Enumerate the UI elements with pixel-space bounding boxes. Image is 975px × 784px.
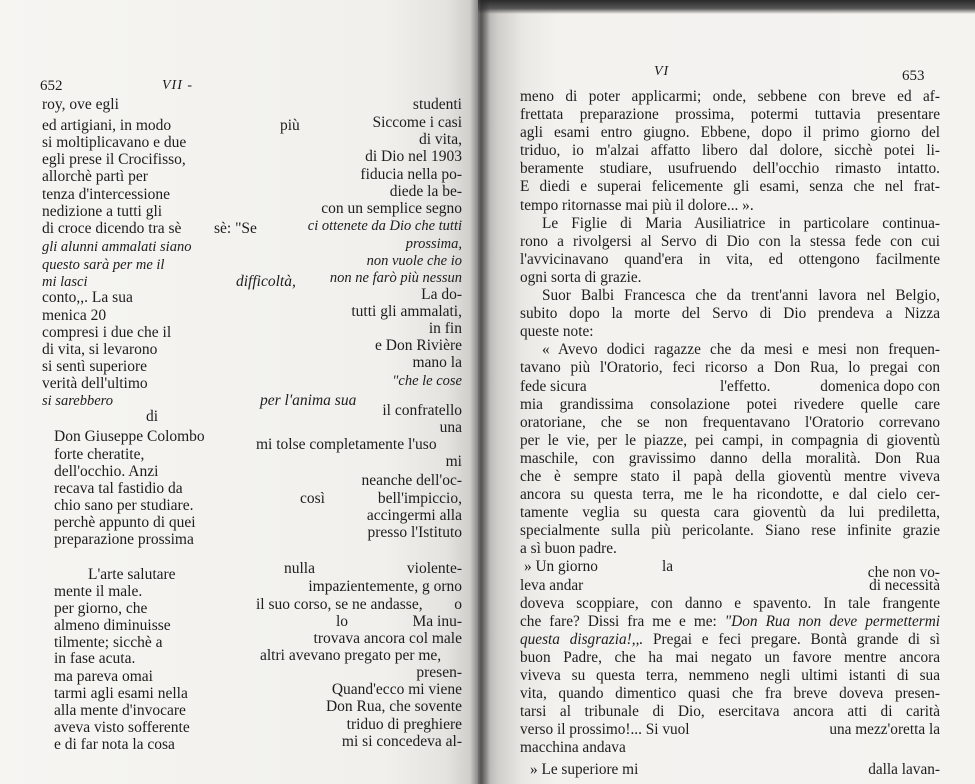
text-line: doveva scoppiare, con danno e spavento. In tale frangente <box>520 594 940 612</box>
text-line: trovava ancora col male <box>313 630 462 647</box>
text-line: E diedi e superai felicemente gli esami, senza che nel frat- <box>520 178 940 196</box>
text-line: La do- <box>421 286 462 303</box>
text-line: presen- <box>416 664 462 681</box>
text-line: mia grandissima consolazione potei rivedere quelle care <box>520 395 940 413</box>
text-line: alla mente d'invocare <box>54 702 186 719</box>
text-line: almeno diminuisse <box>54 617 171 634</box>
text-line: L'arte salutare <box>88 566 176 583</box>
text-line: egli prese il Crocifisso, <box>42 151 186 168</box>
text-fragment: leva andar <box>520 576 584 594</box>
text-line: gli alunni ammalati siano <box>42 239 192 255</box>
text-fragment: che non vo- <box>867 564 940 582</box>
text-line: ogni sorta di grazie. <box>520 268 642 286</box>
text-line: allorchè partì per <box>42 168 148 185</box>
text-line: lo <box>336 613 349 630</box>
text-line: di vita, si levarono <box>42 341 158 358</box>
text-line: mi si concedeva al- <box>341 733 462 750</box>
text-line: queste note: <box>520 323 594 341</box>
text-line: questo sarà per me il <box>42 257 165 273</box>
text-line: e Don Rivière <box>375 337 462 354</box>
text-line: rono a rivolgersi al Servo di Dio con la stessa fede con cui <box>520 232 940 250</box>
text-line: conto,,. La sua <box>42 289 133 306</box>
text-line: di vita, <box>418 131 462 148</box>
text-line: così <box>300 490 325 507</box>
text-fragment: questa disgrazia!,,. <box>520 630 644 648</box>
text-line: buon Padre, che ha mai negato un favore mentre ancora <box>520 648 940 666</box>
text-line: « Avevo dodici ragazze che da mesi e mesi non frequen- <box>542 341 940 359</box>
text-fragment: Pregai e feci pregare. Bontà grande di sì <box>643 630 940 648</box>
text-line: maschile, con gravissimo danno della moralità. Don Rua <box>520 449 940 467</box>
text-line: vita, quando dimentico quasi che fra breve doveva presen- <box>520 685 940 703</box>
text-line: in fase acuta. <box>54 650 136 667</box>
text-line: il confratello <box>382 402 462 419</box>
text-line: altri avevano pregato per me, <box>260 647 442 664</box>
text-line: di croce dicendo tra sè <box>42 220 182 237</box>
text-line: si sarebbero <box>42 393 114 409</box>
text-line: l'avvicinavano quand'era in vita, ed ottengono facilmente <box>520 250 940 268</box>
right-chapter-heading: VI <box>654 64 670 79</box>
text-line: menica 20 <box>42 307 107 324</box>
text-line: studenti <box>412 96 462 113</box>
text-line: prossima, <box>405 236 462 252</box>
text-line: a sì buon padre. <box>520 540 617 558</box>
text-line: mi <box>445 453 462 470</box>
text-line: violente- <box>406 560 462 577</box>
text-line: che è sempre stato il papà della gioventù mentre viveva <box>520 467 940 485</box>
text-line: Le Figlie di Maria Ausiliatrice in particolare continua- <box>542 214 940 232</box>
text-line: tilmente; sicchè a <box>54 634 163 651</box>
text-line: verità dell'ultimo <box>42 375 148 392</box>
text-line: sè: "Se <box>214 220 257 237</box>
text-line: per le vie, per le piazze, pei campi, in compagnia di gioventù <box>520 431 940 449</box>
text-line: roy, ove egli <box>42 96 119 113</box>
text-fragment: l'effetto. <box>720 377 771 395</box>
text-line: mente il male. <box>54 583 143 600</box>
text-line: per giorno, che <box>54 600 148 617</box>
text-line: perchè appunto di quei <box>54 514 196 531</box>
text-line: aveva visto sofferente <box>54 719 190 736</box>
text-line: viveva su questa terra, nemmeno negli ultimi istanti di sua <box>520 667 940 684</box>
text-line: Don Giuseppe Colombo <box>54 428 205 445</box>
text-fragment: verso il prossimo!... Si vuol <box>520 721 690 739</box>
text-line: ci ottenete da Dio che tutti <box>307 218 462 234</box>
text-line: tarsi al tribunale di Dio, esercitava ancora atti di carità <box>520 703 940 721</box>
text-line: "che le cose <box>392 373 462 389</box>
text-line: Quand'ecco mi viene <box>331 681 462 698</box>
text-fragment: fede sicura <box>520 377 587 395</box>
text-fragment: » Un giorno <box>524 558 598 576</box>
text-line: difficoltà, <box>236 273 296 290</box>
text-line: mano la <box>412 354 462 371</box>
text-fragment: domenica dopo con <box>820 377 940 395</box>
right-body-text <box>520 88 940 780</box>
text-line-fragmented <box>520 558 940 582</box>
text-line-mixed <box>520 613 940 631</box>
text-line: non vuole che io <box>366 253 462 269</box>
text-line: triduo, io m'alzai affatto libero dal dolore, sicchè potei li- <box>520 142 940 160</box>
text-line-fragmented <box>520 761 940 779</box>
text-line: agli esami entro giugno. Ebbene, dopo il primo giorno del <box>520 124 940 142</box>
text-line: beramente studiare, usufruendo dell'occhio rimasto intatto. <box>520 160 940 178</box>
text-fragment: di necessità <box>869 576 940 594</box>
left-chapter-heading: VII - <box>162 78 194 93</box>
text-line: nulla <box>284 560 315 577</box>
text-line: neanche dell'oc- <box>361 472 462 489</box>
text-line: compresi i due che il <box>42 324 172 341</box>
text-line-fragmented <box>520 577 940 595</box>
text-line: triduo di preghiere <box>346 716 462 733</box>
text-line: forte cheratite, <box>54 446 145 463</box>
text-fragment: una mezz'oretta la <box>829 721 940 739</box>
text-line: presso l'Istituto <box>367 524 462 541</box>
text-line-fragmented <box>520 378 940 396</box>
text-line: in fin <box>428 320 462 337</box>
text-line: accingermi alla <box>366 507 462 524</box>
text-line: Ma inu- <box>412 613 462 630</box>
text-line: tarmi agli esami nella <box>54 685 188 702</box>
text-line-fragmented <box>520 721 940 739</box>
text-line: nedizione a tutti gli <box>42 203 163 220</box>
text-line: bell'impiccio, <box>377 490 462 507</box>
left-page-number: 652 <box>40 78 63 94</box>
text-line: meno di poter applicarmi; onde, sebbene con breve ed af- <box>520 88 940 105</box>
text-line-mixed <box>520 631 940 649</box>
text-line: tamente veglia su questa cara gioventù da lui prediletta, <box>520 504 940 522</box>
left-page <box>0 0 480 784</box>
text-line: subito dopo la morte del Servo di Dio prendeva a Nizza <box>520 305 940 323</box>
text-fragment: » Le superiore mi <box>530 761 639 779</box>
text-line: impazientemente, g orno <box>308 578 462 595</box>
text-line: dell'occhio. Anzi <box>54 463 159 480</box>
text-line: mi tolse completamente l'uso <box>256 436 437 453</box>
text-line: e di far nota la cosa <box>54 736 175 753</box>
left-column-c <box>0 0 462 784</box>
text-line: Suor Balbi Francesca che da trent'anni lavora nel Belgio, <box>542 287 940 305</box>
text-line: di <box>146 408 159 425</box>
text-line: non ne farò più nessun <box>329 270 462 286</box>
text-line: con un semplice segno <box>321 200 462 217</box>
text-line: Don Rua, che sovente <box>325 698 462 715</box>
text-line: una <box>439 419 462 436</box>
text-fragment: che fare? Dissi fra me e me: <box>520 612 725 630</box>
text-line: fiducia nella po- <box>360 166 462 183</box>
text-line: Siccome i casi <box>372 114 462 131</box>
text-line: diede la be- <box>389 183 462 200</box>
text-line: ancora su questa terra, me le ha ricondotte, e dal cielo cer- <box>520 486 940 504</box>
text-line: oratoriane, che se non frequentavano l'Oratorio correvano <box>520 413 940 431</box>
text-line: il suo corso, se ne andasse, <box>256 596 423 613</box>
right-page <box>478 0 975 784</box>
text-line: di Dio nel 1903 <box>365 148 462 165</box>
text-line: si moltiplicavano e due <box>42 134 187 151</box>
text-line: frettata preparazione prossima, potermi tuttavia presentare <box>520 106 940 124</box>
text-line: si sentì superiore <box>42 358 148 375</box>
text-line: recava tal fastidio da <box>54 480 183 497</box>
text-line: mi lasci <box>42 274 88 290</box>
text-line: chio sano per studiare. <box>54 497 194 514</box>
text-line: più <box>280 117 300 134</box>
book-spine-shadow <box>470 0 490 784</box>
text-line: tutti gli ammalati, <box>351 303 462 320</box>
text-line: specialmente sulla più pericolante. Siano rese infinite grazie <box>520 522 940 540</box>
text-line: ma pareva omai <box>54 668 153 685</box>
text-fragment: dalla lavan- <box>868 761 940 779</box>
text-line: o <box>454 596 462 613</box>
text-line: tavano più l'Oratorio, feci ricorso a Don Rua, lo pregai con <box>520 359 940 377</box>
text-line: tenza d'intercessione <box>42 186 171 203</box>
text-fragment: la <box>662 558 674 576</box>
text-line: tempo ritornasse mai più il dolore... ». <box>520 196 754 214</box>
text-fragment: "Don Rua non deve permettermi <box>724 612 940 630</box>
text-line: ed artigiani, in modo <box>42 117 172 134</box>
text-line: macchina andava <box>520 739 626 757</box>
text-line: preparazione prossima <box>54 531 194 548</box>
text-line: per l'anima sua <box>260 392 357 409</box>
right-page-number: 653 <box>902 68 925 84</box>
